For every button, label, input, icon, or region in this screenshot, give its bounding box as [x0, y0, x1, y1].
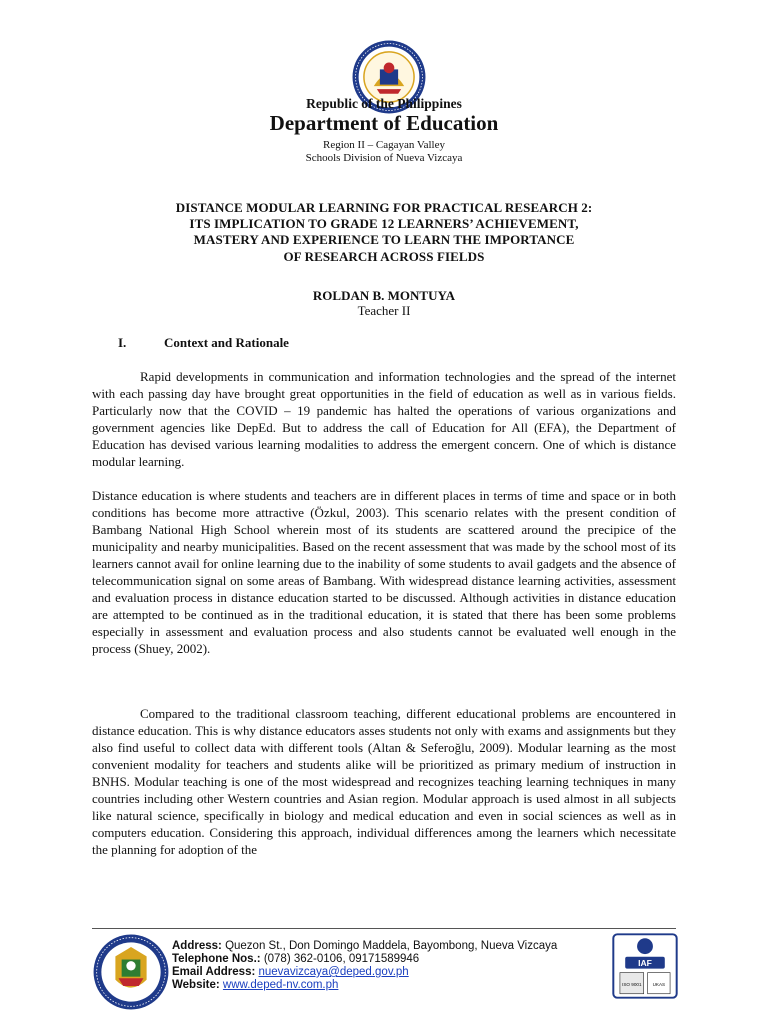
paper-title-line: OF RESEARCH ACROSS FIELDS: [283, 249, 485, 264]
body-paragraph: Compared to the traditional classroom teaching, different educational problems are encountered in distance education. This is why distance educators asses students not only with exams and assignments but they also find useful to collect data with different tools (Altan & Seferoğlu, 2009). Modular learning as the most convenient modality for teachers and students alike will be prioritized as primary medium of instruction in BNHS. Modular teaching is one of the most widespread and recognizes teaching learning techniques in many countries including other Western countries and Asian region. Modular approach is used almost in all subjects like natural science, specifically in biology and medical education and even in social sciences as well as in computers education. Considering this approach, individual differences among the learners which necessitate the planning for adoption of the: [92, 706, 676, 857]
paper-title-line: DISTANCE MODULAR LEARNING FOR PRACTICAL RESEARCH 2:: [175, 200, 593, 215]
paper-title-line: MASTERY AND EXPERIENCE TO LEARN THE IMPORTANCE: [193, 232, 575, 247]
iso-label: ISO 9001: [622, 981, 642, 987]
website-link[interactable]: www.deped-nv.com.ph: [222, 979, 339, 991]
section-number: I.: [118, 335, 127, 350]
deped-division-seal-icon: [92, 933, 170, 1011]
ukas-label: UKAS: [652, 981, 666, 987]
telephone-value: (078) 362-0106, 09171589946: [263, 953, 420, 965]
republic-heading: Republic of the Philippines: [306, 96, 462, 111]
footer-address: [172, 940, 557, 953]
author-name: ROLDAN B. MONTUYA: [312, 288, 456, 303]
body-paragraph: Distance education is where students and teachers are in different places in terms of time and space or in both conditions has become more attractive (Özkul, 2003). This scenario relates with the present condition of Bambang National High School wherein most of its students are scattered around the precipice of the municipality and nearby municipalities. Based on the recent assessment that was made by the school most of its learners cannot avail for online learning due to the inability of some students to avail gadgets and the absence of telecommunication signal on some areas of Bambang. With widespread distance learning activities, assessment and evaluation process in distance education started to be discussed. Although activities in distance education are attempted to be continued as in the traditional education, it is stated that there has been some problems especially in assessment and evaluation process and also students cannot be evaluated well enough in the process (Shuey, 2002).: [92, 488, 676, 656]
email-label: Email Address:: [172, 966, 256, 978]
footer-telephone: [172, 953, 419, 966]
footer-divider: [92, 928, 676, 929]
telephone-label: Telephone Nos.:: [172, 953, 261, 965]
paper-title-line: ITS IMPLICATION TO GRADE 12 LEARNERS’ ACHIEVEMENT,: [189, 216, 579, 231]
footer-website: [172, 979, 338, 992]
address-value: Quezon St., Don Domingo Maddela, Bayombong, Nueva Vizcaya: [225, 940, 558, 952]
website-label: Website:: [172, 979, 220, 991]
section-title: Context and Rationale: [164, 335, 289, 350]
footer-email: [172, 966, 409, 979]
iso-certification-badge-icon: [612, 933, 678, 999]
email-link[interactable]: nuevavizcaya@deped.gov.ph: [258, 966, 409, 978]
division-text: Schools Division of Nueva Vizcaya: [305, 152, 463, 164]
author-role: Teacher II: [357, 303, 411, 318]
body-paragraph: Rapid developments in communication and information technologies and the spread of the internet with each passing day have brought great opportunities in the field of education as well as in various fields. Particularly now that the COVID – 19 pandemic has halted the operations of various organizations and government agencies like DepEd. But to address the call of Education for All (EFA), the Department of Education has devised various learning modalities to address the emergent concern. One of which is distance modular learning.: [92, 369, 676, 469]
department-heading: Department of Education: [269, 111, 499, 135]
iaf-label: IAF: [638, 958, 652, 968]
address-label: Address:: [172, 940, 222, 952]
region-text: Region II – Cagayan Valley: [323, 139, 445, 151]
